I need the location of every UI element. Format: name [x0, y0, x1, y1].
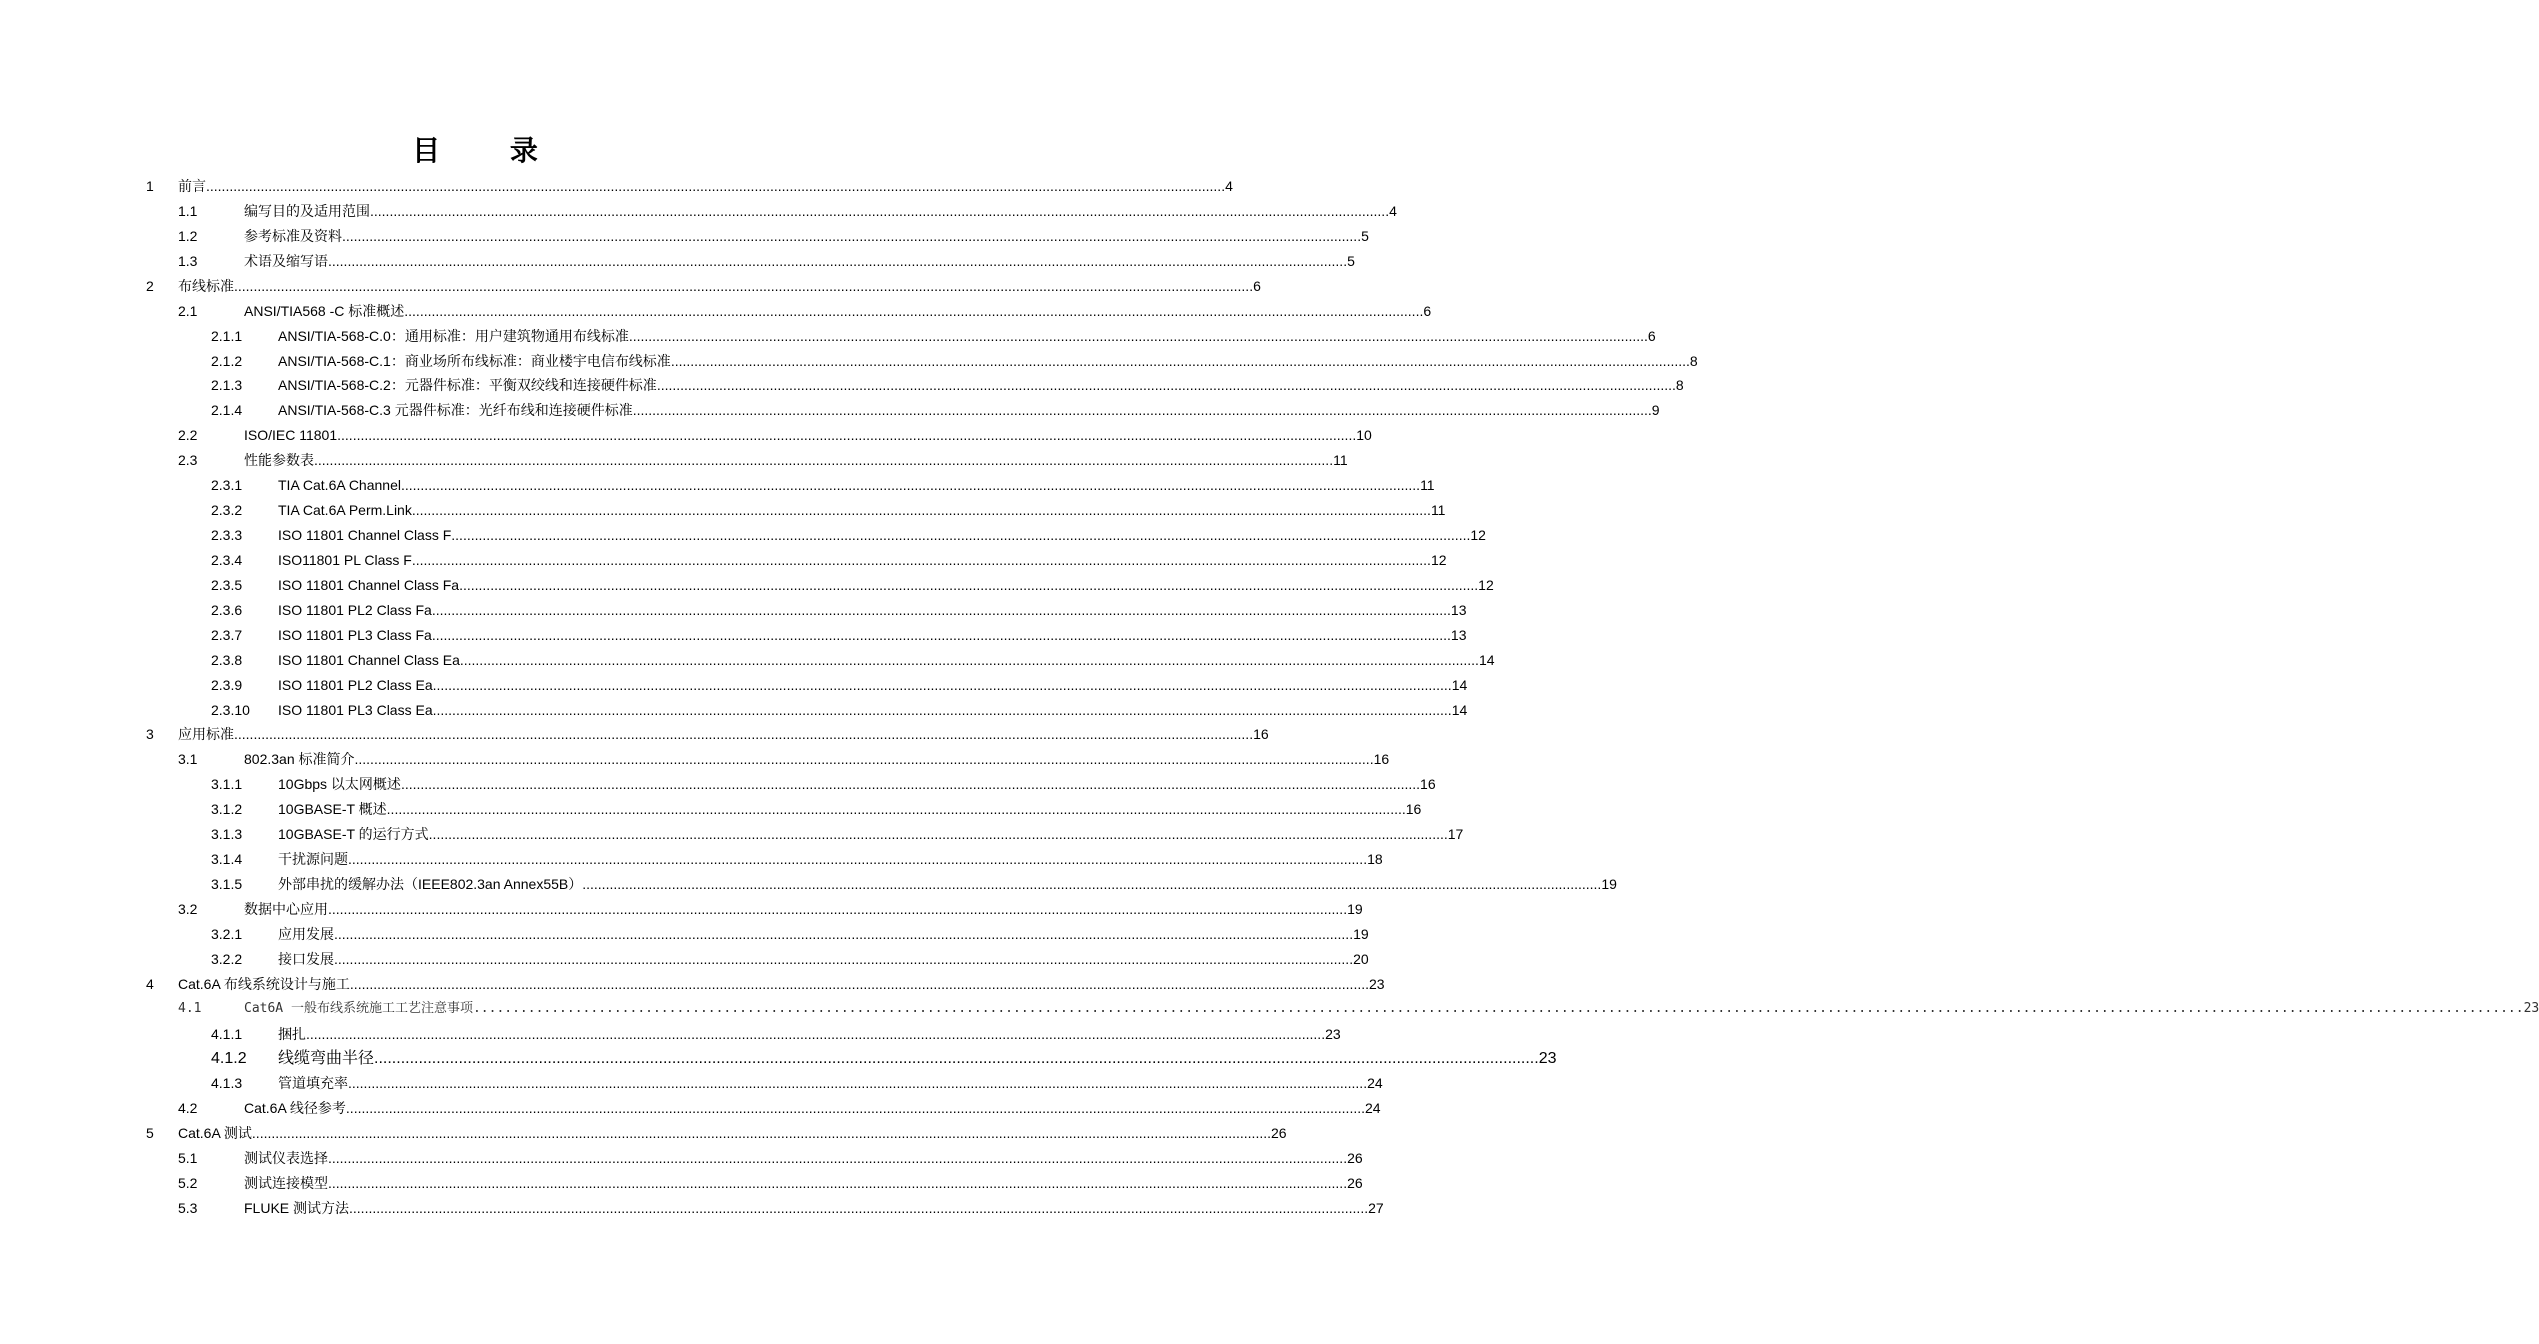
- toc-entry-title: ANSI/TIA-568-C.0：通用标准：用户建筑物通用布线标准: [278, 327, 629, 344]
- toc-entry-number: 2.3.9: [211, 676, 243, 693]
- toc-entry-title-line: [244, 1146, 1363, 1170]
- toc-entry-title: 干扰源问题: [278, 851, 348, 868]
- toc-entry-title-line: [278, 698, 1468, 722]
- toc-entry-title: Cat6A 一般布线系统施工工艺注意事项: [244, 1000, 473, 1016]
- toc-entry-number: 2.3.6: [211, 601, 243, 618]
- toc-entry-title-line: [278, 523, 1486, 547]
- toc-entry-title-line: [244, 1171, 1363, 1195]
- toc-entry-number: 2.3.10: [211, 701, 250, 718]
- toc-entry[interactable]: [211, 847, 1383, 871]
- toc-entry-number: 4.1.1: [211, 1025, 243, 1042]
- toc-leader-dots: ......................................................................................................................................................................................................................................................................: [656, 377, 1676, 394]
- toc-leader-dots: ......................................................................................................................................................................................................................................................................: [348, 1075, 1368, 1092]
- toc-leader-dots: ......................................................................................................................................................................................................................................................................: [342, 227, 1362, 244]
- toc-leader-dots: ......................................................................................................................................................................................................................................................................: [251, 1125, 1272, 1142]
- toc-entry[interactable]: [211, 598, 1467, 622]
- toc-entry[interactable]: [178, 1171, 1363, 1195]
- toc-entry-title-line: [278, 847, 1383, 871]
- toc-leader-dots: ......................................................................................................................................................................................................................................................................: [432, 701, 1452, 718]
- toc-leader-dots: ......................................................................................................................................................................................................................................................................: [400, 477, 1421, 494]
- toc-entry[interactable]: [211, 772, 1436, 796]
- toc-entry-title: 布线标准: [178, 277, 234, 294]
- toc-entry[interactable]: [211, 523, 1486, 547]
- toc-entry-number: 4.1.2: [211, 1049, 247, 1067]
- toc-entry[interactable]: [211, 324, 1656, 348]
- toc-entry-page: 16: [1405, 801, 1422, 818]
- toc-entry[interactable]: [211, 797, 1422, 821]
- toc-entry-page: 10: [1356, 427, 1372, 444]
- toc-leader-dots: ......................................................................................................................................................................................................................................................................: [234, 726, 1254, 743]
- toc-entry[interactable]: [178, 224, 1369, 248]
- toc-entry[interactable]: [178, 423, 1372, 447]
- toc-leader-dots: ......................................................................................................................................................................................................................................................................: [582, 876, 1602, 893]
- toc-entry-title-line: [178, 174, 1233, 198]
- toc-entry-title-line: [278, 548, 1447, 572]
- toc-entry-page: 5: [1361, 227, 1369, 244]
- toc-entry-title-line: [278, 1022, 1341, 1046]
- toc-entry-title-line: [244, 997, 2539, 1021]
- toc-leader-dots: ......................................................................................................................................................................................................................................................................: [428, 826, 1448, 843]
- toc-entry-title-line: [278, 373, 1684, 397]
- toc-entry-title-line: [278, 872, 1617, 896]
- toc-entry[interactable]: [178, 1096, 1381, 1120]
- toc-entry-page: 24: [1365, 1100, 1381, 1117]
- toc-leader-dots: ......................................................................................................................................................................................................................................................................: [400, 776, 1421, 793]
- toc-entry-title-line: [278, 473, 1435, 497]
- toc-entry-page: 6: [1253, 277, 1261, 294]
- toc-entry-title-line: [278, 398, 1660, 422]
- toc-entry-title: Cat.6A 测试: [178, 1125, 252, 1142]
- toc-entry-page: 26: [1347, 1175, 1363, 1192]
- toc-entry-title: 术语及缩写语: [244, 252, 328, 269]
- toc-entry-number: 2.1: [178, 302, 198, 319]
- toc-entry-title: ISO11801 PL Class F: [278, 551, 412, 568]
- toc-entry-page: 13: [1450, 626, 1467, 643]
- toc-entry-number: 3.1.3: [211, 826, 243, 843]
- toc-leader-dots: ......................................................................................................................................................................................................................................................................: [431, 626, 1451, 643]
- toc-entry-title: 测试连接模型: [244, 1175, 328, 1192]
- toc-entry-page: 9: [1651, 402, 1660, 419]
- toc-entry-title: 802.3an 标准简介: [244, 751, 355, 768]
- toc-entry[interactable]: [211, 623, 1467, 647]
- toc-entry-title-line: [244, 423, 1372, 447]
- toc-entry-title-line: [244, 199, 1397, 223]
- toc-entry-title-line: [278, 1047, 1557, 1071]
- toc-entry[interactable]: [146, 1121, 1287, 1145]
- toc-entry-number: 2.3.4: [211, 551, 243, 568]
- toc-entry[interactable]: [178, 897, 1363, 921]
- toc-entry-number: 5.2: [178, 1175, 198, 1192]
- toc-leader-dots: ......................................................................................................................................................................................................................................................................: [451, 527, 1471, 544]
- toc-entry-title: ISO 11801 PL3 Class Fa: [278, 626, 432, 643]
- toc-leader-dots: ......................................................................................................................................................................................................................................................................: [348, 851, 1368, 868]
- toc-entry-title: ISO 11801 PL2 Class Fa: [278, 601, 432, 618]
- toc-entry-page: 20: [1353, 950, 1369, 967]
- toc-entry-number: 2.1.4: [211, 402, 243, 419]
- toc-entry-title: ISO 11801 PL3 Class Ea: [278, 701, 433, 718]
- toc-entry[interactable]: [211, 398, 1660, 422]
- toc-entry-title: FLUKE 测试方法: [244, 1200, 350, 1217]
- toc-entry[interactable]: [178, 448, 1348, 472]
- toc-entry-page: 11: [1420, 477, 1435, 494]
- toc-entry-number: 1.3: [178, 252, 198, 269]
- toc-entry-title: 10GBASE-T 概述: [278, 801, 387, 818]
- toc-title: 目 录: [412, 134, 568, 167]
- toc-entry-title-line: [278, 1071, 1383, 1095]
- toc-entry-title-line: [244, 747, 1390, 771]
- toc-entry-title: 接口发展: [278, 950, 334, 967]
- toc-entry[interactable]: [211, 872, 1617, 896]
- toc-entry-page: 14: [1478, 651, 1495, 668]
- toc-entry-page: 6: [1423, 302, 1432, 319]
- toc-entry-page: 11: [1430, 502, 1446, 519]
- toc-entry[interactable]: [211, 573, 1494, 597]
- toc-entry-number: 2.1.1: [211, 327, 243, 344]
- toc-entry-title: 编写目的及适用范围: [244, 202, 370, 219]
- toc-entry-page: 27: [1368, 1200, 1384, 1217]
- toc-entry-page: 16: [1420, 776, 1436, 793]
- toc-leader-dots: ......................................................................................................................................................................................................................................................................: [337, 427, 1357, 444]
- toc-entry-title: ISO 11801 Channel Class Ea: [278, 651, 460, 668]
- toc-entry-page: 14: [1451, 676, 1468, 693]
- toc-leader-dots: ......................................................................................................................................................................................................................................................................: [411, 551, 1431, 568]
- toc-entry-title-line: [178, 722, 1269, 746]
- toc-entry-title: 应用发展: [278, 925, 334, 942]
- toc-entry-number: 4.1.3: [211, 1075, 243, 1092]
- toc-leader-dots: ......................................................................................................................................................................................................................................................................: [459, 576, 1479, 593]
- toc-entry-number: 1: [146, 178, 154, 194]
- toc-entry-number: 3.2.1: [211, 925, 243, 942]
- toc-leader-dots: ......................................................................................................................................................................................................................................................................: [314, 452, 1334, 469]
- toc-entry-title: TIA Cat.6A Perm.Link: [278, 502, 412, 519]
- toc-entry-title-line: [178, 274, 1261, 298]
- toc-entry-title: 性能参数表: [244, 452, 314, 469]
- toc-entry-page: 11: [1333, 452, 1348, 469]
- toc-entry[interactable]: [211, 473, 1435, 497]
- toc-leader-dots: ......................................................................................................................................................................................................................................................................: [459, 651, 1479, 668]
- toc-entry-title-line: [278, 349, 1698, 373]
- toc-entry-number: 3.1: [178, 751, 198, 768]
- toc-entry-title: 10Gbps 以太网概述: [278, 776, 401, 793]
- toc-entry-page: 23: [1369, 975, 1385, 992]
- toc-entry-number: 2: [146, 277, 154, 294]
- toc-leader-dots: ......................................................................................................................................................................................................................................................................: [334, 950, 1354, 967]
- toc-entry-number: 3.1.4: [211, 851, 243, 868]
- toc-entry[interactable]: [146, 972, 1385, 996]
- toc-entry-page: 6: [1647, 327, 1656, 344]
- toc-entry-title-line: [244, 1196, 1384, 1220]
- toc-leader-dots: ......................................................................................................................................................................................................................................................................: [306, 1025, 1326, 1042]
- toc-entry-title: 外部串扰的缓解办法（IEEE802.3an Annex55B）: [278, 876, 583, 893]
- toc-entry[interactable]: [211, 498, 1446, 522]
- toc-leader-dots: ......................................................................................................................................................................................................................................................................: [328, 252, 1348, 269]
- toc-leader-dots: ......................................................................................................................................................................................................................................................................: [354, 751, 1374, 768]
- toc-entry-title-line: [278, 573, 1494, 597]
- toc-leader-dots: ......................................................................................................................................................................................................................................................................: [404, 302, 1424, 319]
- toc-entry-number: 4.1: [178, 1000, 202, 1016]
- toc-entry[interactable]: [178, 747, 1390, 771]
- toc-entry[interactable]: [211, 1071, 1383, 1095]
- toc-entry[interactable]: [146, 722, 1269, 746]
- toc-entry-title-line: [278, 947, 1369, 971]
- toc-entry-number: 4: [146, 975, 154, 992]
- toc-entry-page: 26: [1271, 1125, 1287, 1142]
- toc-entry-page: 13: [1450, 601, 1467, 618]
- toc-entry[interactable]: [211, 673, 1468, 697]
- toc-leader-dots: ......................................................................................................................................................................................................................................................................: [628, 327, 1648, 344]
- toc-entry[interactable]: [211, 1022, 1341, 1046]
- toc-entry-number: 3: [146, 726, 154, 743]
- toc-leader-dots: ......................................................................................................................................................................................................................................................................: [374, 1049, 1539, 1067]
- toc-entry-page: 18: [1367, 851, 1383, 868]
- toc-leader-dots: ......................................................................................................................................................................................................................................................................: [206, 178, 1226, 194]
- toc-entry-page: 19: [1353, 925, 1369, 942]
- toc-entry-number: 3.1.1: [211, 776, 243, 793]
- toc-entry-number: 3.1.2: [211, 801, 243, 818]
- toc-entry-title: 应用标准: [178, 726, 234, 743]
- toc-leader-dots: ......................................................................................................................................................................................................................................................................: [432, 676, 1452, 693]
- toc-entry-page: 16: [1373, 751, 1390, 768]
- toc-leader-dots: ......................................................................................................................................................................................................................................................................: [670, 352, 1690, 369]
- toc-entry-title-line: [278, 324, 1656, 348]
- toc-entry-title-line: [278, 498, 1446, 522]
- toc-entry-page: 8: [1675, 377, 1684, 394]
- toc-entry-title: 数据中心应用: [244, 900, 328, 917]
- toc-entry-number: 5.3: [178, 1200, 198, 1217]
- toc-entry[interactable]: [211, 648, 1495, 672]
- toc-entry-title-line: [278, 673, 1468, 697]
- toc-entry-title: 前言: [178, 178, 206, 194]
- toc-entry[interactable]: [211, 822, 1464, 846]
- toc-entry[interactable]: [178, 1196, 1384, 1220]
- toc-entry-number: 2.3.5: [211, 576, 243, 593]
- toc-entry-number: 2.1.3: [211, 377, 243, 394]
- toc-entry-number: 3.2.2: [211, 950, 243, 967]
- toc-leader-dots: ......................................................................................................................................................................................................................................................................: [386, 801, 1406, 818]
- toc-leader-dots: ......................................................................................................................................................................................................................................................................: [328, 1175, 1348, 1192]
- toc-entry[interactable]: [211, 373, 1684, 397]
- toc-entry-title: ANSI/TIA568 -C 标准概述: [244, 302, 405, 319]
- toc-entry-page: 12: [1470, 527, 1486, 544]
- toc-entry-title: 管道填充率: [278, 1075, 348, 1092]
- toc-entry-number: 3.1.5: [211, 876, 243, 893]
- toc-entry[interactable]: [146, 274, 1261, 298]
- toc-entry-title: ISO 11801 PL2 Class Ea: [278, 676, 433, 693]
- toc-entry-page: 8: [1689, 352, 1698, 369]
- toc-entry[interactable]: [211, 349, 1698, 373]
- toc-entry-title: ANSI/TIA-568-C.2：元器件标准：平衡双绞线和连接硬件标准: [278, 377, 657, 394]
- toc-entry[interactable]: [178, 249, 1355, 273]
- toc-entry-title: ANSI/TIA-568-C.1：商业场所布线标准：商业楼宇电信布线标准: [278, 352, 671, 369]
- toc-entry-page: 19: [1601, 876, 1617, 893]
- toc-entry-title-line: [278, 623, 1467, 647]
- toc-entry-title-line: [244, 249, 1355, 273]
- toc-entry[interactable]: [178, 299, 1432, 323]
- toc-entry[interactable]: [146, 174, 1233, 198]
- toc-entry-title: 10GBASE-T 的运行方式: [278, 826, 429, 843]
- toc-entry[interactable]: [178, 997, 2539, 1021]
- toc-entry-title: Cat.6A 布线系统设计与施工: [178, 975, 350, 992]
- toc-leader-dots: ......................................................................................................................................................................................................................................................................: [472, 1000, 2524, 1016]
- toc-entry-title-line: [278, 922, 1369, 946]
- toc-entry-title-line: [244, 1096, 1381, 1120]
- toc-entry-page: 4: [1389, 202, 1397, 219]
- toc-entry-title-line: [278, 797, 1422, 821]
- toc-entry-title-line: [178, 972, 1385, 996]
- toc-entry[interactable]: [211, 922, 1369, 946]
- toc-entry-number: 2.3.1: [211, 477, 243, 494]
- toc-entry-page: 24: [1367, 1075, 1383, 1092]
- toc-entry-number: 2.3: [178, 452, 198, 469]
- toc-entry-title: ISO 11801 Channel Class F: [278, 527, 452, 544]
- toc-leader-dots: ......................................................................................................................................................................................................................................................................: [370, 202, 1390, 219]
- toc-entry-title-line: [278, 648, 1495, 672]
- toc-entry[interactable]: [211, 698, 1468, 722]
- toc-leader-dots: ......................................................................................................................................................................................................................................................................: [328, 900, 1348, 917]
- toc-entry-number: 2.2: [178, 427, 198, 444]
- toc-leader-dots: ......................................................................................................................................................................................................................................................................: [328, 1150, 1348, 1167]
- toc-entry-number: 2.3.7: [211, 626, 243, 643]
- toc-leader-dots: ......................................................................................................................................................................................................................................................................: [411, 502, 1431, 519]
- toc-entry-number: 3.2: [178, 900, 198, 917]
- toc-entry-number: 5.1: [178, 1150, 198, 1167]
- toc-entry-page: 4: [1225, 178, 1233, 194]
- toc-entry-page: 26: [1347, 1150, 1363, 1167]
- toc-entry[interactable]: [211, 947, 1369, 971]
- toc-entry-title: TIA Cat.6A Channel: [278, 477, 401, 494]
- toc-entry[interactable]: [211, 1047, 1557, 1071]
- toc-entry[interactable]: [178, 1146, 1363, 1170]
- toc-entry-title-line: [244, 897, 1363, 921]
- toc-leader-dots: ......................................................................................................................................................................................................................................................................: [632, 402, 1652, 419]
- toc-entry-title: ANSI/TIA-568-C.3 元器件标准：光纤布线和连接硬件标准: [278, 402, 633, 419]
- toc-leader-dots: ......................................................................................................................................................................................................................................................................: [349, 975, 1370, 992]
- toc-entry-page: 23: [2523, 1000, 2539, 1016]
- toc-leader-dots: ......................................................................................................................................................................................................................................................................: [334, 925, 1354, 942]
- toc-leader-dots: ......................................................................................................................................................................................................................................................................: [349, 1200, 1369, 1217]
- toc-entry-title-line: [278, 598, 1467, 622]
- toc-entry-number: 5: [146, 1125, 154, 1142]
- toc-entry-number: 1.2: [178, 227, 198, 244]
- toc-entry-title-line: [178, 1121, 1287, 1145]
- toc-leader-dots: ......................................................................................................................................................................................................................................................................: [431, 601, 1451, 618]
- toc-entry-page: 23: [1538, 1049, 1557, 1067]
- toc-entry-title-line: [278, 772, 1436, 796]
- toc-leader-dots: ......................................................................................................................................................................................................................................................................: [345, 1100, 1366, 1117]
- toc-entry-page: 23: [1325, 1025, 1341, 1042]
- toc-entry-page: 12: [1478, 576, 1494, 593]
- toc-entry-title-line: [278, 822, 1464, 846]
- toc-entry-title: ISO/IEC 11801: [244, 427, 338, 444]
- toc-entry-page: 16: [1253, 726, 1269, 743]
- toc-leader-dots: ......................................................................................................................................................................................................................................................................: [234, 277, 1254, 294]
- toc-entry-title-line: [244, 299, 1432, 323]
- toc-entry-page: 19: [1347, 900, 1363, 917]
- toc-entry-title: ISO 11801 Channel Class Fa: [278, 576, 460, 593]
- toc-entry-page: 17: [1447, 826, 1464, 843]
- toc-entry-number: 4.2: [178, 1100, 198, 1117]
- toc-entry-page: 5: [1347, 252, 1355, 269]
- toc-entry-title: 捆扎: [278, 1025, 306, 1042]
- toc-entry-title: Cat.6A 线径参考: [244, 1100, 346, 1117]
- toc-entry-title: 参考标准及资料: [244, 227, 342, 244]
- toc-entry-page: 12: [1430, 551, 1447, 568]
- toc-entry-number: 2.1.2: [211, 352, 243, 369]
- toc-entry-title: 测试仪表选择: [244, 1150, 328, 1167]
- toc-entry-title: 线缆弯曲半径: [278, 1049, 375, 1067]
- toc-entry-title-line: [244, 448, 1348, 472]
- toc-entry[interactable]: [211, 548, 1447, 572]
- toc-entry-number: 2.3.3: [211, 527, 243, 544]
- toc-entry-number: 2.3.8: [211, 651, 243, 668]
- toc-entry-number: 1.1: [178, 202, 198, 219]
- toc-entry[interactable]: [178, 199, 1397, 223]
- toc-entry-number: 2.3.2: [211, 502, 243, 519]
- toc-entry-page: 14: [1451, 701, 1468, 718]
- toc-entry-title-line: [244, 224, 1369, 248]
